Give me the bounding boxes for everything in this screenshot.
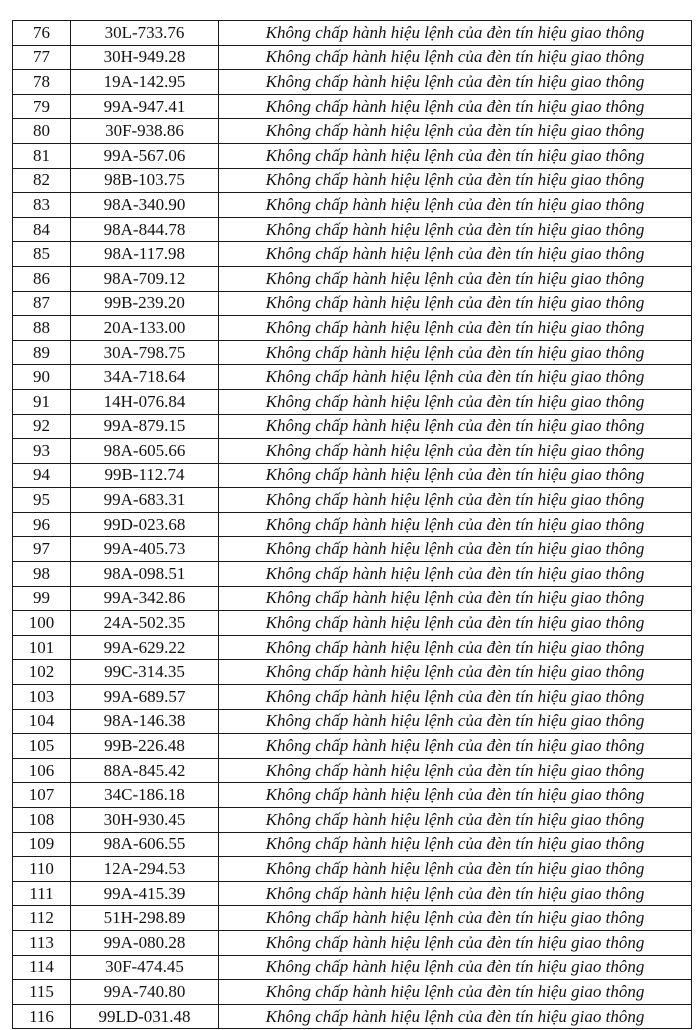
violation-cell: Không chấp hành hiệu lệnh của đèn tín hiệu giao thông: [219, 808, 692, 833]
violation-table-body: [13, 21, 692, 1029]
table-row: [13, 660, 692, 685]
violation-cell: Không chấp hành hiệu lệnh của đèn tín hiệu giao thông: [219, 635, 692, 660]
license-plate-cell: 34C-186.18: [71, 783, 219, 808]
license-plate-cell: 99C-314.35: [71, 660, 219, 685]
table-row: [13, 857, 692, 882]
table-row: [13, 488, 692, 513]
violation-cell: Không chấp hành hiệu lệnh của đèn tín hiệu giao thông: [219, 414, 692, 439]
license-plate-cell: 51H-298.89: [71, 906, 219, 931]
license-plate-cell: 98A-844.78: [71, 217, 219, 242]
violation-cell: Không chấp hành hiệu lệnh của đèn tín hiệu giao thông: [219, 930, 692, 955]
violation-cell: Không chấp hành hiệu lệnh của đèn tín hiệu giao thông: [219, 537, 692, 562]
violation-table: [12, 20, 692, 1029]
violation-cell: Không chấp hành hiệu lệnh của đèn tín hiệu giao thông: [219, 389, 692, 414]
license-plate-cell: 99A-342.86: [71, 586, 219, 611]
license-plate-cell: 34A-718.64: [71, 365, 219, 390]
row-number-cell: 87: [13, 291, 71, 316]
violation-cell: Không chấp hành hiệu lệnh của đèn tín hiệu giao thông: [219, 906, 692, 931]
license-plate-cell: 99A-567.06: [71, 143, 219, 168]
row-number-cell: 77: [13, 45, 71, 70]
license-plate-cell: 99A-415.39: [71, 881, 219, 906]
table-row: [13, 266, 692, 291]
violation-cell: Không chấp hành hiệu lệnh của đèn tín hiệu giao thông: [219, 119, 692, 144]
license-plate-cell: 30H-930.45: [71, 808, 219, 833]
table-row: [13, 21, 692, 46]
row-number-cell: 99: [13, 586, 71, 611]
license-plate-cell: 98A-146.38: [71, 709, 219, 734]
license-plate-cell: 30L-733.76: [71, 21, 219, 46]
row-number-cell: 95: [13, 488, 71, 513]
license-plate-cell: 98A-098.51: [71, 562, 219, 587]
table-row: [13, 143, 692, 168]
violation-cell: Không chấp hành hiệu lệnh của đèn tín hiệu giao thông: [219, 488, 692, 513]
license-plate-cell: 99A-405.73: [71, 537, 219, 562]
license-plate-cell: 30F-474.45: [71, 955, 219, 980]
violation-cell: Không chấp hành hiệu lệnh của đèn tín hiệu giao thông: [219, 709, 692, 734]
row-number-cell: 97: [13, 537, 71, 562]
license-plate-cell: 19A-142.95: [71, 70, 219, 95]
row-number-cell: 90: [13, 365, 71, 390]
row-number-cell: 111: [13, 881, 71, 906]
violation-cell: Không chấp hành hiệu lệnh của đèn tín hiệu giao thông: [219, 857, 692, 882]
table-row: [13, 512, 692, 537]
table-row: [13, 463, 692, 488]
row-number-cell: 96: [13, 512, 71, 537]
license-plate-cell: 98A-606.55: [71, 832, 219, 857]
table-row: [13, 537, 692, 562]
table-row: [13, 709, 692, 734]
table-row: [13, 562, 692, 587]
violation-cell: Không chấp hành hiệu lệnh của đèn tín hiệu giao thông: [219, 685, 692, 710]
license-plate-cell: 99A-683.31: [71, 488, 219, 513]
license-plate-cell: 99B-226.48: [71, 734, 219, 759]
row-number-cell: 81: [13, 143, 71, 168]
row-number-cell: 83: [13, 193, 71, 218]
license-plate-cell: 30H-949.28: [71, 45, 219, 70]
row-number-cell: 106: [13, 758, 71, 783]
violation-cell: Không chấp hành hiệu lệnh của đèn tín hiệu giao thông: [219, 1004, 692, 1029]
violation-cell: Không chấp hành hiệu lệnh của đèn tín hiệu giao thông: [219, 94, 692, 119]
violation-cell: Không chấp hành hiệu lệnh của đèn tín hiệu giao thông: [219, 143, 692, 168]
table-row: [13, 291, 692, 316]
violation-cell: Không chấp hành hiệu lệnh của đèn tín hiệu giao thông: [219, 168, 692, 193]
violation-cell: Không chấp hành hiệu lệnh của đèn tín hiệu giao thông: [219, 832, 692, 857]
license-plate-cell: 30F-938.86: [71, 119, 219, 144]
row-number-cell: 84: [13, 217, 71, 242]
row-number-cell: 116: [13, 1004, 71, 1029]
table-row: [13, 906, 692, 931]
table-row: [13, 217, 692, 242]
license-plate-cell: 98A-605.66: [71, 439, 219, 464]
license-plate-cell: 98B-103.75: [71, 168, 219, 193]
violation-cell: Không chấp hành hiệu lệnh của đèn tín hiệu giao thông: [219, 21, 692, 46]
violation-cell: Không chấp hành hiệu lệnh của đèn tín hiệu giao thông: [219, 217, 692, 242]
license-plate-cell: 98A-117.98: [71, 242, 219, 267]
license-plate-cell: 88A-845.42: [71, 758, 219, 783]
violation-cell: Không chấp hành hiệu lệnh của đèn tín hiệu giao thông: [219, 881, 692, 906]
row-number-cell: 105: [13, 734, 71, 759]
table-row: [13, 119, 692, 144]
row-number-cell: 113: [13, 930, 71, 955]
row-number-cell: 107: [13, 783, 71, 808]
row-number-cell: 80: [13, 119, 71, 144]
table-row: [13, 881, 692, 906]
violation-cell: Không chấp hành hiệu lệnh của đèn tín hiệu giao thông: [219, 439, 692, 464]
table-row: [13, 45, 692, 70]
violation-cell: Không chấp hành hiệu lệnh của đèn tín hiệu giao thông: [219, 70, 692, 95]
table-row: [13, 439, 692, 464]
license-plate-cell: 99A-689.57: [71, 685, 219, 710]
table-row: [13, 389, 692, 414]
table-row: [13, 783, 692, 808]
violation-cell: Không chấp hành hiệu lệnh của đèn tín hiệu giao thông: [219, 783, 692, 808]
row-number-cell: 112: [13, 906, 71, 931]
license-plate-cell: 99A-740.80: [71, 980, 219, 1005]
license-plate-cell: 99B-239.20: [71, 291, 219, 316]
table-row: [13, 635, 692, 660]
license-plate-cell: 99A-879.15: [71, 414, 219, 439]
license-plate-cell: 99A-629.22: [71, 635, 219, 660]
table-row: [13, 365, 692, 390]
violation-cell: Không chấp hành hiệu lệnh của đèn tín hiệu giao thông: [219, 266, 692, 291]
violation-cell: Không chấp hành hiệu lệnh của đèn tín hiệu giao thông: [219, 512, 692, 537]
row-number-cell: 78: [13, 70, 71, 95]
table-row: [13, 808, 692, 833]
row-number-cell: 89: [13, 340, 71, 365]
table-row: [13, 70, 692, 95]
violation-cell: Không chấp hành hiệu lệnh của đèn tín hiệu giao thông: [219, 660, 692, 685]
table-row: [13, 414, 692, 439]
license-plate-cell: 99B-112.74: [71, 463, 219, 488]
license-plate-cell: 99D-023.68: [71, 512, 219, 537]
violation-cell: Không chấp hành hiệu lệnh của đèn tín hiệu giao thông: [219, 463, 692, 488]
row-number-cell: 86: [13, 266, 71, 291]
license-plate-cell: 99A-947.41: [71, 94, 219, 119]
violation-cell: Không chấp hành hiệu lệnh của đèn tín hiệu giao thông: [219, 242, 692, 267]
row-number-cell: 101: [13, 635, 71, 660]
table-row: [13, 586, 692, 611]
row-number-cell: 103: [13, 685, 71, 710]
row-number-cell: 93: [13, 439, 71, 464]
violation-cell: Không chấp hành hiệu lệnh của đèn tín hiệu giao thông: [219, 734, 692, 759]
row-number-cell: 91: [13, 389, 71, 414]
row-number-cell: 85: [13, 242, 71, 267]
row-number-cell: 98: [13, 562, 71, 587]
license-plate-cell: 98A-340.90: [71, 193, 219, 218]
license-plate-cell: 24A-502.35: [71, 611, 219, 636]
row-number-cell: 102: [13, 660, 71, 685]
license-plate-cell: 99LD-031.48: [71, 1004, 219, 1029]
table-row: [13, 1004, 692, 1029]
table-row: [13, 316, 692, 341]
license-plate-cell: 98A-709.12: [71, 266, 219, 291]
table-row: [13, 340, 692, 365]
violation-cell: Không chấp hành hiệu lệnh của đèn tín hiệu giao thông: [219, 611, 692, 636]
violation-cell: Không chấp hành hiệu lệnh của đèn tín hiệu giao thông: [219, 316, 692, 341]
row-number-cell: 88: [13, 316, 71, 341]
table-row: [13, 168, 692, 193]
table-row: [13, 685, 692, 710]
table-row: [13, 980, 692, 1005]
license-plate-cell: 12A-294.53: [71, 857, 219, 882]
table-row: [13, 832, 692, 857]
violation-cell: Không chấp hành hiệu lệnh của đèn tín hiệu giao thông: [219, 340, 692, 365]
violation-cell: Không chấp hành hiệu lệnh của đèn tín hiệu giao thông: [219, 980, 692, 1005]
table-row: [13, 611, 692, 636]
table-row: [13, 193, 692, 218]
row-number-cell: 82: [13, 168, 71, 193]
row-number-cell: 76: [13, 21, 71, 46]
table-row: [13, 242, 692, 267]
violation-cell: Không chấp hành hiệu lệnh của đèn tín hiệu giao thông: [219, 365, 692, 390]
row-number-cell: 110: [13, 857, 71, 882]
violation-cell: Không chấp hành hiệu lệnh của đèn tín hiệu giao thông: [219, 45, 692, 70]
violation-cell: Không chấp hành hiệu lệnh của đèn tín hiệu giao thông: [219, 586, 692, 611]
row-number-cell: 108: [13, 808, 71, 833]
license-plate-cell: 30A-798.75: [71, 340, 219, 365]
violation-cell: Không chấp hành hiệu lệnh của đèn tín hiệu giao thông: [219, 758, 692, 783]
license-plate-cell: 99A-080.28: [71, 930, 219, 955]
row-number-cell: 109: [13, 832, 71, 857]
table-row: [13, 930, 692, 955]
row-number-cell: 104: [13, 709, 71, 734]
row-number-cell: 92: [13, 414, 71, 439]
row-number-cell: 94: [13, 463, 71, 488]
row-number-cell: 114: [13, 955, 71, 980]
violation-cell: Không chấp hành hiệu lệnh của đèn tín hiệu giao thông: [219, 193, 692, 218]
table-row: [13, 94, 692, 119]
table-row: [13, 758, 692, 783]
license-plate-cell: 14H-076.84: [71, 389, 219, 414]
violation-cell: Không chấp hành hiệu lệnh của đèn tín hiệu giao thông: [219, 955, 692, 980]
row-number-cell: 79: [13, 94, 71, 119]
violation-cell: Không chấp hành hiệu lệnh của đèn tín hiệu giao thông: [219, 291, 692, 316]
table-row: [13, 955, 692, 980]
license-plate-cell: 20A-133.00: [71, 316, 219, 341]
table-row: [13, 734, 692, 759]
row-number-cell: 115: [13, 980, 71, 1005]
violation-cell: Không chấp hành hiệu lệnh của đèn tín hiệu giao thông: [219, 562, 692, 587]
row-number-cell: 100: [13, 611, 71, 636]
